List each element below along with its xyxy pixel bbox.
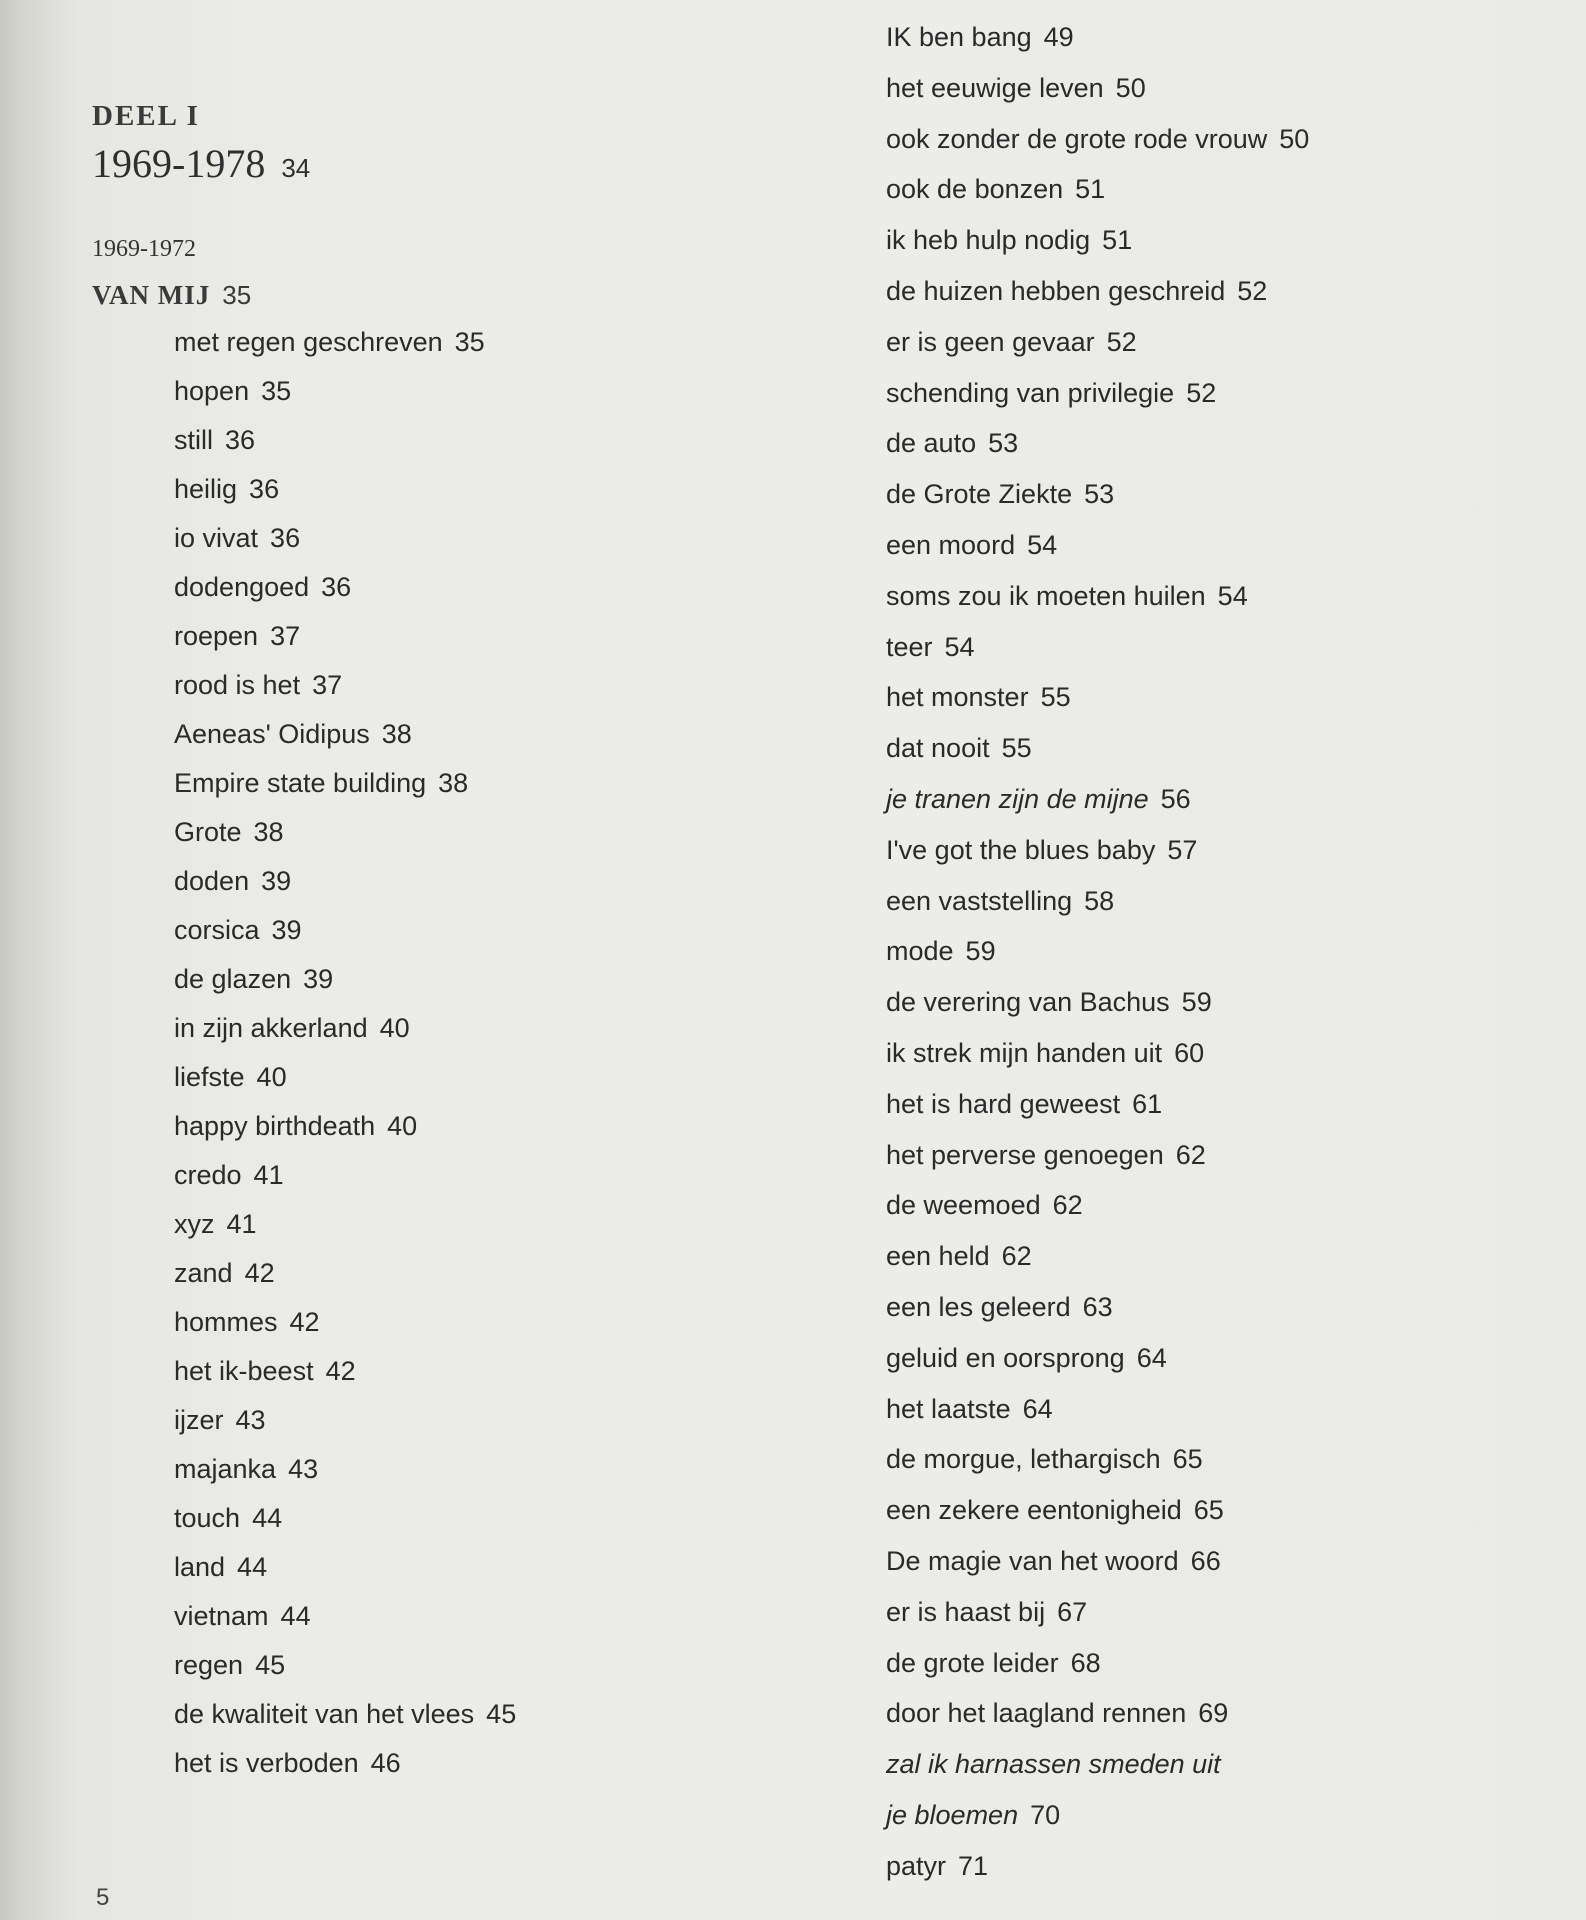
entry-title: de auto (886, 428, 977, 459)
entry-page: 69 (1198, 1698, 1229, 1729)
entry-title: een moord (886, 529, 1016, 560)
entry-page: 44 (280, 1601, 311, 1631)
entry-page: 42 (325, 1356, 356, 1386)
entry-page: 63 (1082, 1291, 1113, 1322)
toc-entry (886, 622, 1566, 673)
entry-title: ik heb hulp nodig (886, 225, 1091, 256)
toc-entry (886, 469, 1566, 520)
entry-page: 58 (1084, 885, 1115, 916)
section-title: VAN MIJ (92, 280, 211, 310)
entry-title: ook zonder de grote rode vrouw (886, 123, 1268, 154)
toc-entry (886, 1282, 1566, 1333)
entry-page: 56 (1160, 783, 1191, 814)
entry-page: 66 (1190, 1545, 1221, 1576)
entry-title: corsica (174, 915, 260, 945)
entry-page: 35 (454, 327, 485, 357)
entry-page: 41 (253, 1160, 284, 1190)
entry-title: hommes (174, 1307, 278, 1337)
entry-page: 39 (303, 964, 334, 994)
entry-page: 44 (237, 1552, 268, 1582)
entry-title: het is hard geweest (886, 1088, 1121, 1119)
entry-title: het eeuwige leven (886, 72, 1104, 103)
toc-entry (174, 1592, 852, 1641)
entry-title: De magie van het woord (886, 1545, 1179, 1576)
entry-page: 71 (958, 1850, 989, 1881)
entry-title: schending van privilegie (886, 377, 1175, 408)
toc-entry (174, 1347, 852, 1396)
entry-page: 36 (225, 425, 256, 455)
entry-page: 45 (255, 1650, 286, 1680)
entry-title: de glazen (174, 964, 292, 994)
toc-entry (886, 1638, 1566, 1689)
toc-entry (174, 1200, 852, 1249)
entry-title: een les geleerd (886, 1291, 1071, 1322)
entry-title: land (174, 1552, 226, 1582)
toc-entry (886, 977, 1566, 1028)
entry-page: 55 (1001, 733, 1032, 764)
entry-page: 60 (1174, 1037, 1205, 1068)
entry-title: het laatste (886, 1393, 1011, 1424)
section-page: 35 (222, 280, 252, 310)
sub-period-heading: 1969-1972 (92, 236, 196, 262)
entry-title: ook de bonzen (886, 174, 1064, 205)
toc-entry (174, 612, 852, 661)
entry-page: 41 (226, 1209, 257, 1239)
entry-page: 36 (249, 474, 280, 504)
entry-title: de huizen hebben geschreid (886, 275, 1226, 306)
right-entry-list (886, 12, 1566, 1891)
entry-title: happy birthdeath (174, 1111, 376, 1141)
toc-entry (886, 723, 1566, 774)
entry-title: er is haast bij (886, 1596, 1046, 1627)
toc-entry (174, 808, 852, 857)
entry-title: de kwaliteit van het vlees (174, 1699, 475, 1729)
entry-title: IK ben bang (886, 22, 1032, 52)
entry-page: 38 (438, 768, 469, 798)
entry-page: 37 (270, 621, 301, 651)
entry-title: liefste (174, 1062, 245, 1092)
entry-title: io vivat (174, 523, 259, 553)
entry-title: touch (174, 1503, 241, 1533)
toc-entry (174, 1249, 852, 1298)
entry-title: rood is het (174, 670, 301, 700)
entry-title: er is geen gevaar (886, 326, 1095, 357)
entry-title: Grote (174, 817, 242, 847)
toc-entry (886, 774, 1566, 825)
entry-title: doden (174, 866, 250, 896)
entry-page: 64 (1136, 1342, 1167, 1373)
toc-entry (886, 114, 1566, 165)
toc-right-column (886, 12, 1566, 1891)
part-period-heading (92, 136, 852, 200)
entry-page: 49 (1043, 22, 1074, 52)
toc-entry (886, 1079, 1566, 1130)
toc-entry (886, 1028, 1566, 1079)
entry-page: 40 (256, 1062, 287, 1092)
toc-entry (174, 563, 852, 612)
toc-entry (174, 1445, 852, 1494)
entry-title: met regen geschreven (174, 327, 443, 357)
toc-entry (886, 1130, 1566, 1181)
toc-entry (174, 465, 852, 514)
entry-page: 40 (387, 1111, 418, 1141)
section-heading (92, 272, 852, 318)
entry-title: in zijn akkerland (174, 1013, 368, 1043)
entry-page: 61 (1132, 1088, 1163, 1119)
toc-entry (886, 12, 1566, 63)
entry-title: dat nooit (886, 733, 990, 764)
toc-entry (886, 317, 1566, 368)
entry-page: 57 (1167, 834, 1198, 865)
entry-page: 51 (1075, 174, 1106, 205)
entry-page: 36 (321, 572, 352, 602)
entry-title: ijzer (174, 1405, 224, 1435)
entry-page: 62 (1001, 1241, 1032, 1272)
entry-page: 42 (289, 1307, 320, 1337)
toc-entry (886, 1688, 1566, 1739)
toc-entry (886, 1790, 1566, 1841)
entry-page: 39 (261, 866, 292, 896)
entry-title: majanka (174, 1454, 277, 1484)
entry-title: I've got the blues baby (886, 834, 1156, 865)
toc-entry (886, 672, 1566, 723)
toc-entry (174, 1690, 852, 1739)
entry-title: roepen (174, 621, 259, 651)
part-label: DEEL I (92, 100, 200, 132)
toc-entry (174, 1004, 852, 1053)
toc-entry (174, 1298, 852, 1347)
toc-entry (174, 1739, 852, 1788)
entry-title: vietnam (174, 1601, 269, 1631)
toc-entry (886, 825, 1566, 876)
entry-page: 64 (1022, 1393, 1053, 1424)
toc-entry (886, 266, 1566, 317)
entry-title: de Grote Ziekte (886, 479, 1073, 510)
entry-page: 62 (1052, 1190, 1083, 1221)
entry-title: patyr (886, 1850, 947, 1881)
toc-entry (174, 857, 852, 906)
toc-entry (886, 1739, 1566, 1790)
entry-title: regen (174, 1650, 244, 1680)
entry-page: 43 (288, 1454, 319, 1484)
entry-page: 44 (252, 1503, 283, 1533)
entry-page: 67 (1057, 1596, 1088, 1627)
entry-title: je tranen zijn de mijne (886, 783, 1149, 814)
entry-page: 43 (235, 1405, 266, 1435)
page-number: 5 (96, 1884, 110, 1911)
toc-entry (886, 1587, 1566, 1638)
part-period-page: 34 (281, 153, 311, 183)
entry-page: 53 (1084, 479, 1115, 510)
toc-entry (886, 1333, 1566, 1384)
toc-entry (886, 63, 1566, 114)
entry-page: 53 (988, 428, 1019, 459)
entry-page: 52 (1237, 275, 1268, 306)
toc-entry (174, 759, 852, 808)
entry-page: 50 (1115, 72, 1146, 103)
entry-title: credo (174, 1160, 242, 1190)
entry-page: 39 (271, 915, 302, 945)
entry-title: soms zou ik moeten huilen (886, 580, 1206, 611)
entry-title: zand (174, 1258, 233, 1288)
entry-title: de grote leider (886, 1647, 1059, 1678)
entry-title: ik strek mijn handen uit (886, 1037, 1163, 1068)
entry-page: 62 (1175, 1139, 1206, 1170)
entry-title: een vaststelling (886, 885, 1073, 916)
toc-entry (886, 164, 1566, 215)
toc-entry (886, 926, 1566, 977)
toc-entry (174, 1641, 852, 1690)
toc-entry (886, 1485, 1566, 1536)
toc-entry (174, 906, 852, 955)
toc-entry (886, 1180, 1566, 1231)
toc-entry (174, 416, 852, 465)
entry-page: 38 (253, 817, 284, 847)
entry-page: 50 (1279, 123, 1310, 154)
entry-page: 68 (1070, 1647, 1101, 1678)
entry-title: het monster (886, 682, 1029, 713)
entry-title: door het laagland rennen (886, 1698, 1187, 1729)
entry-page: 54 (1027, 529, 1058, 560)
entry-page: 35 (261, 376, 292, 406)
toc-entry (174, 1494, 852, 1543)
toc-entry (886, 571, 1566, 622)
toc-entry (886, 215, 1566, 266)
entry-title: het is verboden (174, 1748, 359, 1778)
entry-title: de morgue, lethargisch (886, 1444, 1161, 1475)
toc-entry (174, 1151, 852, 1200)
entry-title: teer (886, 631, 933, 662)
entry-title: hopen (174, 376, 250, 406)
entry-page: 51 (1102, 225, 1133, 256)
entry-title: zal ik harnassen smeden uit (886, 1749, 1221, 1780)
entry-page: 65 (1172, 1444, 1203, 1475)
entry-page: 55 (1040, 682, 1071, 713)
toc-entry (886, 876, 1566, 927)
toc-entry (174, 1396, 852, 1445)
toc-entry (174, 661, 852, 710)
entry-title: een held (886, 1241, 990, 1272)
toc-entry (174, 1053, 852, 1102)
entry-page: 54 (1217, 580, 1248, 611)
entry-page: 52 (1106, 326, 1137, 357)
toc-entry (886, 418, 1566, 469)
toc-entry (174, 1543, 852, 1592)
entry-page: 70 (1030, 1799, 1061, 1830)
toc-entry (886, 1841, 1566, 1892)
left-entry-list (174, 318, 852, 1788)
toc-entry (174, 1102, 852, 1151)
entry-title: de weemoed (886, 1190, 1041, 1221)
toc-left-column (92, 96, 852, 1788)
entry-title: je bloemen (886, 1799, 1019, 1830)
entry-title: still (174, 425, 213, 455)
entry-page: 52 (1186, 377, 1217, 408)
entry-title: Aeneas' Oidipus (174, 719, 370, 749)
entry-title: xyz (174, 1209, 215, 1239)
entry-page: 38 (381, 719, 412, 749)
entry-page: 37 (312, 670, 343, 700)
toc-entry (886, 520, 1566, 571)
entry-page: 59 (1181, 987, 1212, 1018)
toc-entry (886, 1434, 1566, 1485)
entry-title: Empire state building (174, 768, 427, 798)
entry-title: mode (886, 936, 954, 967)
toc-entry (174, 955, 852, 1004)
toc-entry (886, 1384, 1566, 1435)
entry-page: 42 (244, 1258, 275, 1288)
entry-title: geluid en oorsprong (886, 1342, 1125, 1373)
entry-title: het perverse genoegen (886, 1139, 1164, 1170)
toc-entry (174, 318, 852, 367)
entry-page: 40 (379, 1013, 410, 1043)
toc-entry (174, 514, 852, 563)
entry-title: de verering van Bachus (886, 987, 1170, 1018)
entry-page: 46 (370, 1748, 401, 1778)
entry-title: het ik-beest (174, 1356, 314, 1386)
entry-page: 36 (270, 523, 301, 553)
entry-title: heilig (174, 474, 238, 504)
entry-page: 45 (486, 1699, 517, 1729)
entry-page: 59 (965, 936, 996, 967)
entry-title: een zekere eentonigheid (886, 1495, 1182, 1526)
part-period: 1969-1978 (92, 141, 266, 186)
toc-entry (174, 710, 852, 759)
toc-entry (886, 1536, 1566, 1587)
toc-entry (174, 367, 852, 416)
toc-entry (886, 368, 1566, 419)
entry-page: 65 (1193, 1495, 1224, 1526)
entry-page: 54 (944, 631, 975, 662)
toc-entry (886, 1231, 1566, 1282)
entry-title: dodengoed (174, 572, 310, 602)
